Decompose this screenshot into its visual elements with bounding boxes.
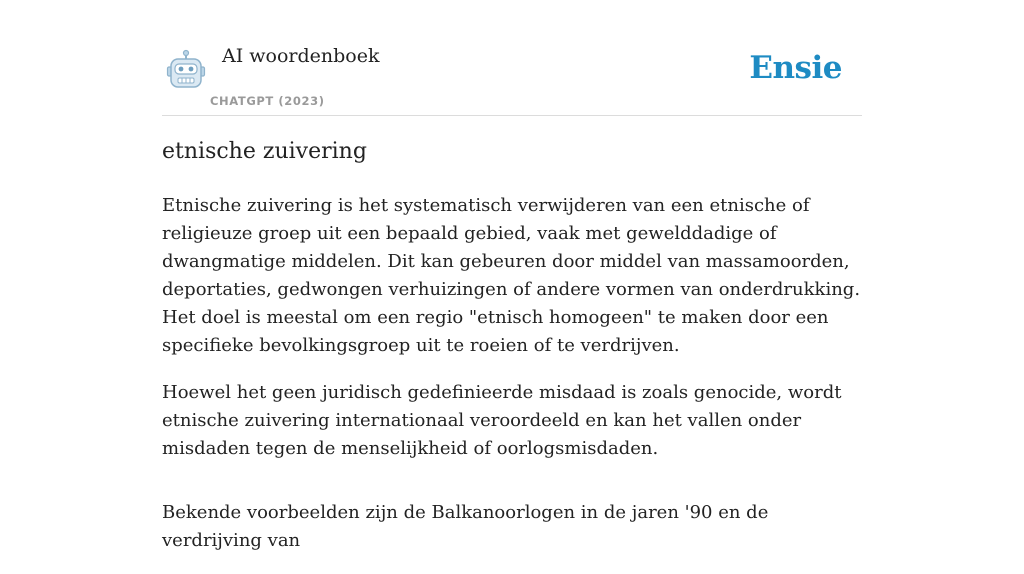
ensie-logo-link[interactable]: Ensie	[749, 50, 842, 86]
entry-term: etnische zuivering	[162, 139, 367, 164]
entry-card	[162, 0, 862, 551]
entry-header	[162, 0, 862, 116]
definition-paragraph: Bekende voorbeelden zijn de Balkanoorlogen in de jaren '90 en de verdrijving van	[162, 502, 769, 551]
dictionary-source: CHATGPT (2023)	[210, 94, 325, 108]
definition-paragraph: Etnische zuivering is het systematisch verwijderen van een etnische of religieuze groep uit een bepaald gebied, vaak met gewelddadige of dwangmatige middelen. Dit kan gebeuren door middel van massamoorden, deportaties, gedwongen verhuizingen of andere vormen van onderdrukking. Het doel is meestal om een regio "etnisch homogeen" te maken door een specifieke bevolkingsgroep uit te roeien of te verdrijven.	[162, 195, 861, 356]
robot-icon	[166, 50, 206, 90]
dictionary-title: AI woordenboek	[222, 45, 380, 67]
definition-paragraph: Hoewel het geen juridisch gedefinieerde misdaad is zoals genocide, wordt etnische zuivering internationaal veroordeeld en kan het vallen onder misdaden tegen de menselijkheid of oorlogsmisdaden.	[162, 382, 842, 459]
entry-definition	[162, 192, 862, 574]
